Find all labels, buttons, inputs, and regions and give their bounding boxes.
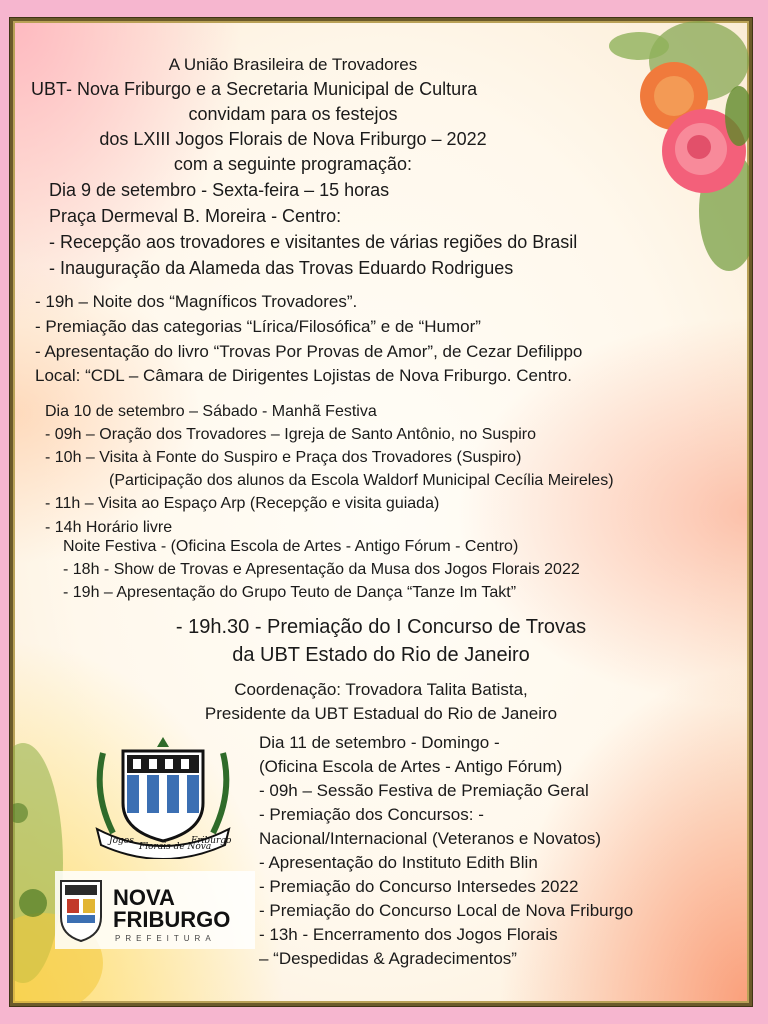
day3-item-3: Nacional/Internacional (Veteranos e Novatos) [259, 829, 602, 848]
nf-word-nova: NOVA [113, 885, 175, 910]
day2-item-7: - 18h - Show de Trovas e Apresentação da Musa dos Jogos Florais 2022 [63, 561, 580, 578]
ubt-ribbon-left: Jogos [109, 836, 134, 846]
header-line-4: dos LXIII Jogos Florais de Nova Friburgo – 2022 [99, 129, 487, 149]
day1-item-1: - Recepção aos trovadores e visitantes de várias regiões do Brasil [49, 232, 578, 252]
day1-date: Dia 9 de setembro - Sexta-feira – 15 horas [49, 180, 390, 200]
day2-item-5: - 14h Horário livre [45, 519, 173, 536]
highlight-line-1: - 19h.30 - Premiação do I Concurso de Trovas [175, 616, 587, 638]
highlight-line-2: da UBT Estado do Rio de Janeiro [232, 644, 530, 666]
day1-item-2: - Inauguração da Alameda das Trovas Eduardo Rodrigues [49, 258, 514, 278]
day1-item-5: - Apresentação do livro “Trovas Por Provas de Amor”, de Cezar Defilippo [35, 342, 583, 361]
header-line-2: UBT- Nova Friburgo e a Secretaria Municipal de Cultura [31, 79, 478, 99]
day1-item-4: - Premiação das categorias “Lírica/Filosófica” e de “Humor” [35, 317, 481, 336]
jogos-florais-logo [93, 733, 233, 859]
day2-date: Dia 10 de setembro – Sábado - Manhã Festiva [45, 403, 377, 420]
day3-item-7: - 13h - Encerramento dos Jogos Florais [259, 925, 558, 944]
day1-place: Praça Dermeval B. Moreira - Centro: [49, 206, 342, 226]
coordination-title: Presidente da UBT Estadual do Rio de Janeiro [204, 704, 558, 723]
roses-decoration [579, 21, 749, 281]
day2-item-2: - 10h – Visita à Fonte do Suspiro e Praça dos Trovadores (Suspiro) [45, 449, 522, 466]
header-line-5: com a seguinte programação: [173, 154, 413, 174]
coordination-line: Coordenação: Trovadora Talita Batista, [234, 680, 528, 699]
header-line-1: A União Brasileira de Trovadores [168, 55, 418, 74]
day3-item-5: - Premiação do Concurso Intersedes 2022 [259, 877, 579, 896]
nova-friburgo-logo [55, 871, 255, 949]
ubt-ribbon-mid: Florais de Nova [139, 842, 212, 852]
day1-location: Local: “CDL – Câmara de Dirigentes Lojistas de Nova Friburgo. Centro. [35, 366, 573, 385]
day2-night-title: Noite Festiva - (Oficina Escola de Artes - Antigo Fórum - Centro) [63, 538, 519, 555]
ubt-ribbon-right: Friburgo [191, 836, 232, 846]
day2-item-1: - 09h – Oração dos Trovadores – Igreja de Santo Antônio, no Suspiro [45, 426, 536, 443]
nf-word-friburgo: FRIBURGO [113, 907, 231, 932]
day3-item-4: - Apresentação do Instituto Edith Blin [259, 853, 538, 872]
header-line-3: convidam para os festejos [188, 104, 398, 124]
day3-item-1: - 09h – Sessão Festiva de Premiação Geral [259, 781, 589, 800]
invitation-frame [10, 18, 752, 1006]
day3-place: (Oficina Escola de Artes - Antigo Fórum) [259, 757, 563, 776]
day3-item-2: - Premiação dos Concursos: - [259, 805, 484, 824]
day2-item-3: (Participação dos alunos da Escola Waldorf Municipal Cecília Meireles) [109, 472, 614, 489]
nf-word-prefeitura: PREFEITURA [115, 934, 216, 943]
day3-date: Dia 11 de setembro - Domingo - [259, 733, 500, 752]
day2-item-8: - 19h – Apresentação do Grupo Teuto de Dança “Tanze Im Takt” [63, 584, 517, 601]
day2-item-4: - 11h – Visita ao Espaço Arp (Recepção e visita guiada) [45, 495, 440, 512]
day3-item-6: - Premiação do Concurso Local de Nova Friburgo [259, 901, 634, 920]
day1-item-3: - 19h – Noite dos “Magníficos Trovadores”. [35, 292, 358, 311]
day3-item-8: – “Despedidas & Agradecimentos” [259, 949, 517, 968]
